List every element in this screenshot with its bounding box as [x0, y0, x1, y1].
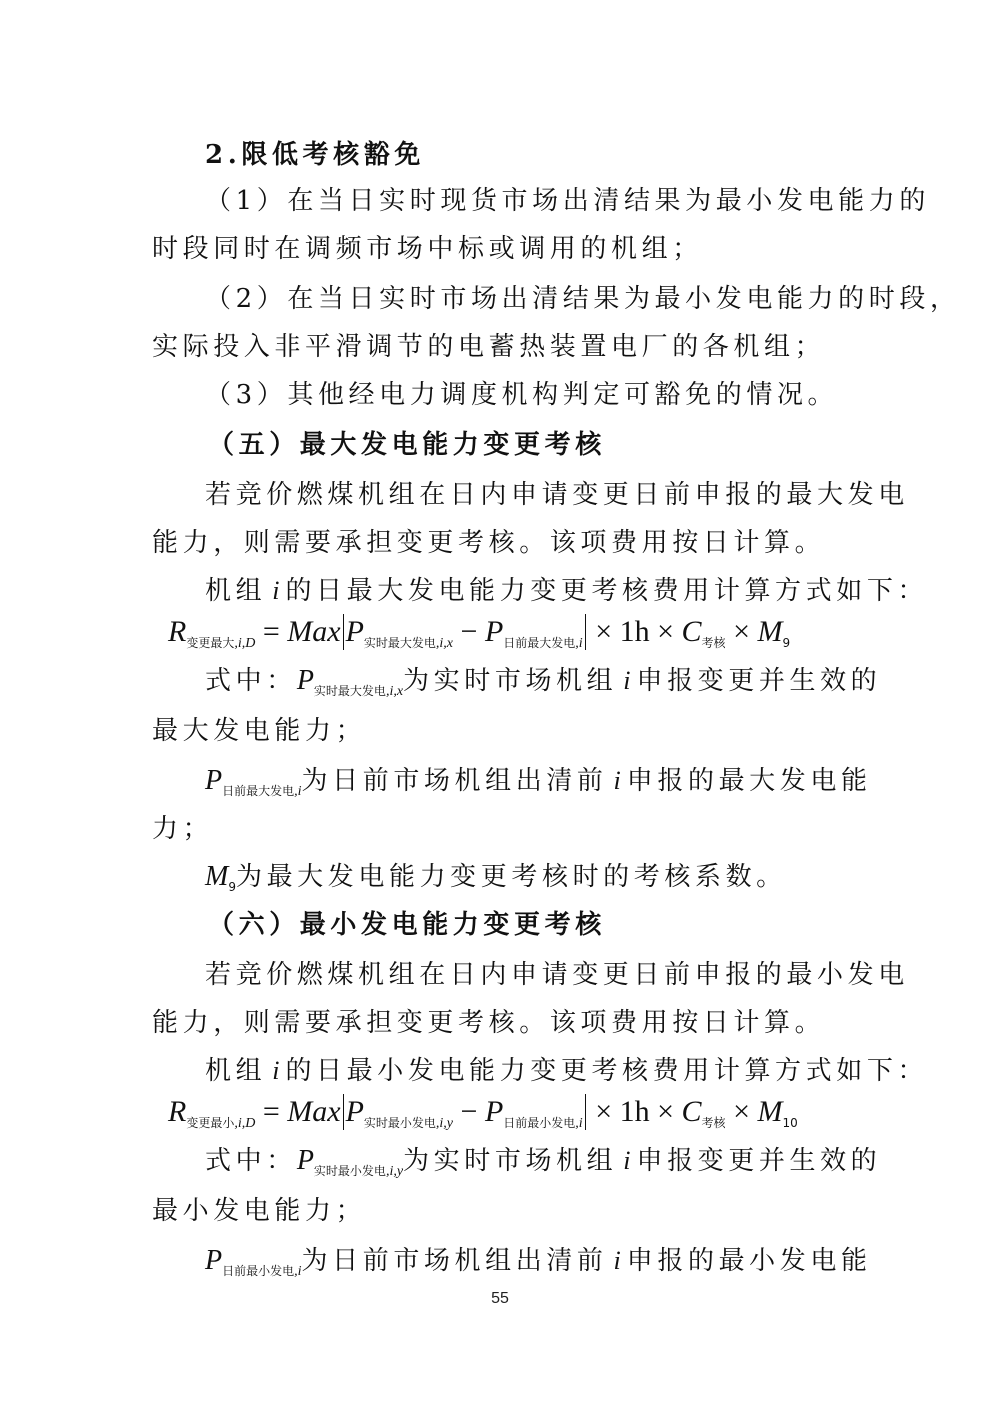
heading-min-change: （六）最小发电能力变更考核 [208, 910, 606, 940]
formula-P1-sub: 实时最大发电,i,x [363, 636, 454, 651]
var-i: i [613, 766, 621, 795]
var-i: i [623, 1146, 631, 1175]
max-formula [168, 612, 858, 664]
formula-R-sub: 变更最大,i,D [186, 636, 256, 651]
formula-M: M [757, 615, 783, 648]
def-P: $P_{实时最小发电,i,y}$ [296, 1145, 404, 1179]
max-def-3 [205, 860, 852, 904]
section-title: 2.限低考核豁免 [205, 140, 425, 170]
min-formula [168, 1092, 858, 1144]
max-para-line-1: 若竞价燃煤机组在日内申请变更日前申报的最大发电 [205, 480, 909, 510]
def-text-a: 为日前市场机组出清前 [301, 766, 608, 796]
max-def-1-line-2: 最大发电能力； [152, 716, 367, 746]
page-number: 55 [491, 1290, 509, 1307]
formula-C-sub: 考核 [701, 636, 726, 650]
def-P: $P_{实时最大发电,i,x}$ [296, 665, 404, 699]
formula-times-1h: × 1h × [587, 615, 682, 648]
item-2-line-2: 实际投入非平滑调节的电蓄热装置电厂的各机组； [152, 332, 826, 362]
def-text-b: 申报变更并生效的 [636, 666, 882, 696]
item-1-line-1: （1）在当日实时现货市场出清结果为最小发电能力的 [205, 186, 930, 216]
def-text-b: 申报的最大发电能 [626, 766, 872, 796]
item-3: （3）其他经电力调度机构判定可豁免的情况。 [205, 380, 839, 410]
intro-pre: 机组 [205, 1056, 267, 1086]
min-def-1 [205, 1144, 882, 1189]
def-text-a: 为实时市场机组 [403, 666, 618, 696]
item-1-line-2: 时段同时在调频市场中标或调用的机组； [152, 234, 703, 264]
formula-P2: P [484, 1095, 504, 1128]
abs-bar-right [585, 614, 586, 650]
formula-P2: P [484, 615, 504, 648]
formula-minus: − [453, 1095, 485, 1128]
def-text-a: 为日前市场机组出清前 [301, 1246, 608, 1276]
max-def-2-line-2: 力； [152, 814, 214, 844]
max-def-1 [205, 664, 882, 709]
formula-M-sub: 10 [782, 1116, 798, 1130]
formula-P2-sub: 日前最大发电,i [503, 636, 583, 651]
formula-times-1h: × 1h × [587, 1095, 682, 1128]
var-i: i [623, 666, 631, 695]
formula-M: M [757, 1095, 783, 1128]
formula-P1: P [345, 615, 364, 648]
item-2-line-1: （2）在当日实时市场出清结果为最小发电能力的时段， [205, 284, 961, 314]
max-formula-intro [205, 574, 929, 608]
abs-bar-left [343, 1094, 344, 1130]
max-para-line-2: 能力，则需要承担变更考核。该项费用按日计算。 [152, 528, 826, 558]
def-M: $M_9$ [205, 861, 236, 894]
formula-max: Max [287, 1095, 341, 1128]
abs-bar-left [343, 614, 344, 650]
heading-max-change: （五）最大发电能力变更考核 [208, 430, 606, 460]
formula-R: R [168, 615, 187, 648]
min-def-1-line-2: 最小发电能力； [152, 1196, 367, 1226]
def-text: 为最大发电能力变更考核时的考核系数。 [235, 862, 787, 892]
formula-M-sub: 9 [782, 636, 791, 650]
def-text-b: 申报变更并生效的 [636, 1146, 882, 1176]
formula-R: R [168, 1095, 187, 1128]
formula-times: × [725, 1095, 758, 1128]
min-para-line-1: 若竞价燃煤机组在日内申请变更日前申报的最小发电 [205, 960, 909, 990]
formula-C-sub: 考核 [701, 1116, 726, 1130]
formula-P1-sub: 实时最小发电,i,y [363, 1116, 454, 1131]
intro-post: 的日最大发电能力变更考核费用计算方式如下： [285, 576, 929, 606]
intro-pre: 机组 [205, 576, 267, 606]
min-formula-intro [205, 1054, 929, 1088]
def-pre: 式中： [205, 666, 297, 696]
formula-eq: = [255, 1095, 288, 1128]
def-P: $P_{日前最大发电,i}$ [205, 765, 302, 799]
intro-post: 的日最小发电能力变更考核费用计算方式如下： [285, 1056, 929, 1086]
formula-C: C [681, 615, 702, 648]
formula-times: × [725, 615, 758, 648]
def-P: $P_{日前最小发电,i}$ [205, 1245, 302, 1279]
formula-max: Max [287, 615, 341, 648]
var-i: i [272, 1056, 280, 1085]
abs-bar-right [585, 1094, 586, 1130]
min-def-2 [205, 1244, 872, 1289]
def-text-b: 申报的最小发电能 [626, 1246, 872, 1276]
formula-P1: P [345, 1095, 364, 1128]
formula-R-sub: 变更最小,i,D [186, 1116, 256, 1131]
min-para-line-2: 能力，则需要承担变更考核。该项费用按日计算。 [152, 1008, 826, 1038]
def-text-a: 为实时市场机组 [403, 1146, 618, 1176]
def-pre: 式中： [205, 1146, 297, 1176]
formula-C: C [681, 1095, 702, 1128]
var-i: i [272, 576, 280, 605]
formula-eq: = [255, 615, 288, 648]
max-def-2 [205, 764, 872, 809]
formula-P2-sub: 日前最小发电,i [503, 1116, 583, 1131]
formula-minus: − [453, 615, 485, 648]
var-i: i [613, 1246, 621, 1275]
